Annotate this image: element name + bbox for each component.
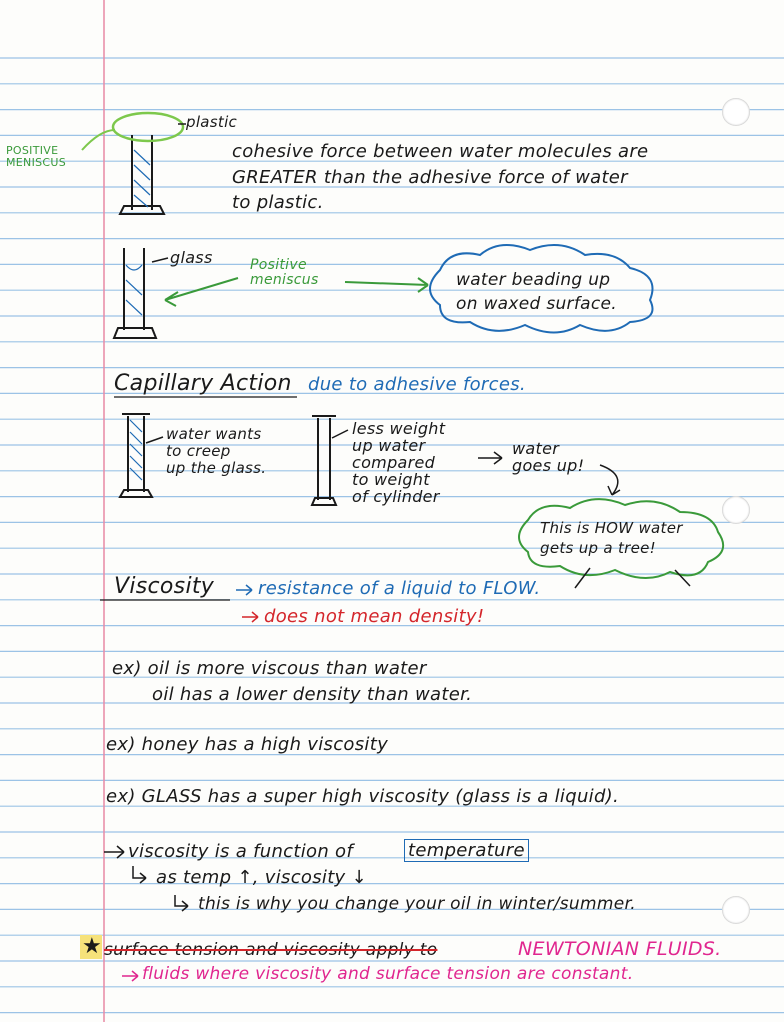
viscosity-arrow <box>236 585 252 595</box>
surface-tension-struck-text: surface tension and viscosity apply to <box>104 940 438 960</box>
cohesive-line-3: to plastic. <box>232 192 324 213</box>
viscosity-title: Viscosity <box>114 574 215 599</box>
goes-up-to-tree-arrow <box>600 465 620 495</box>
viscosity-function-text: viscosity is a function of <box>128 841 354 862</box>
goes-up-arrow <box>478 452 502 464</box>
example-3: ex) GLASS has a super high viscosity (glass is a liquid). <box>106 786 620 807</box>
example-2: ex) honey has a high viscosity <box>106 734 389 755</box>
meniscus-pointer-2 <box>165 278 238 306</box>
tree-cloud-text: This is HOW water gets up a tree! <box>540 519 683 557</box>
glass-arrow <box>152 258 168 262</box>
capillary-title: Capillary Action <box>114 371 292 396</box>
meniscus-pointer-1 <box>82 130 115 150</box>
as-temp-text: as temp ↑, viscosity ↓ <box>156 867 367 888</box>
oil-arrow <box>175 895 188 911</box>
water-beading-text: water beading up on waxed surface. <box>456 270 617 314</box>
function-arrow <box>104 846 124 858</box>
binder-hole-bottom <box>722 896 750 924</box>
example-1-line-2: oil has a lower density than water. <box>152 684 473 705</box>
capillary-cylinder-2 <box>312 416 336 505</box>
water-goes-up-text: water goes up! <box>512 439 585 475</box>
not-density-note: does not mean density! <box>264 606 485 627</box>
as-temp-arrow <box>133 866 146 883</box>
newtonian-fluids-text: NEWTONIAN FLUIDS. <box>518 938 722 960</box>
tree-cloud-tail <box>575 568 690 588</box>
binder-hole-top <box>722 98 750 126</box>
oil-change-text: this is why you change your oil in winter/summer. <box>198 894 636 914</box>
plastic-cylinder-sketch <box>120 135 164 214</box>
plastic-meniscus-highlight <box>113 113 183 141</box>
newtonian-definition: fluids where viscosity and surface tension are constant. <box>142 964 634 984</box>
glass-label: glass <box>170 248 213 267</box>
not-density-arrow <box>242 612 258 622</box>
positive-meniscus-label-1: POSITIVE MENISCUS <box>6 144 67 169</box>
newtonian-arrow <box>122 971 138 981</box>
capillary-pointer-2 <box>332 430 348 438</box>
cohesive-line-2: GREATER than the adhesive force of water <box>232 167 628 188</box>
capillary-pointer-1 <box>146 437 163 443</box>
water-wants-text: water wants to creep up the glass. <box>166 425 267 477</box>
less-weight-text: less weight up water compared to weight of cylinder <box>352 419 446 506</box>
temperature-boxed: temperature <box>404 839 529 862</box>
capillary-cylinder-1 <box>120 414 152 497</box>
cohesive-line-1: cohesive force between water molecules are <box>232 141 649 162</box>
binder-hole-middle <box>722 496 750 524</box>
capillary-definition: due to adhesive forces. <box>308 374 526 395</box>
glass-cylinder-sketch <box>114 248 156 338</box>
example-1-line-1: ex) oil is more viscous than water <box>112 658 427 679</box>
plastic-label: plastic <box>186 113 238 131</box>
viscosity-definition: resistance of a liquid to FLOW. <box>258 578 541 599</box>
star-icon: ★ <box>82 934 103 959</box>
positive-meniscus-label-2: Positive meniscus <box>250 257 319 288</box>
